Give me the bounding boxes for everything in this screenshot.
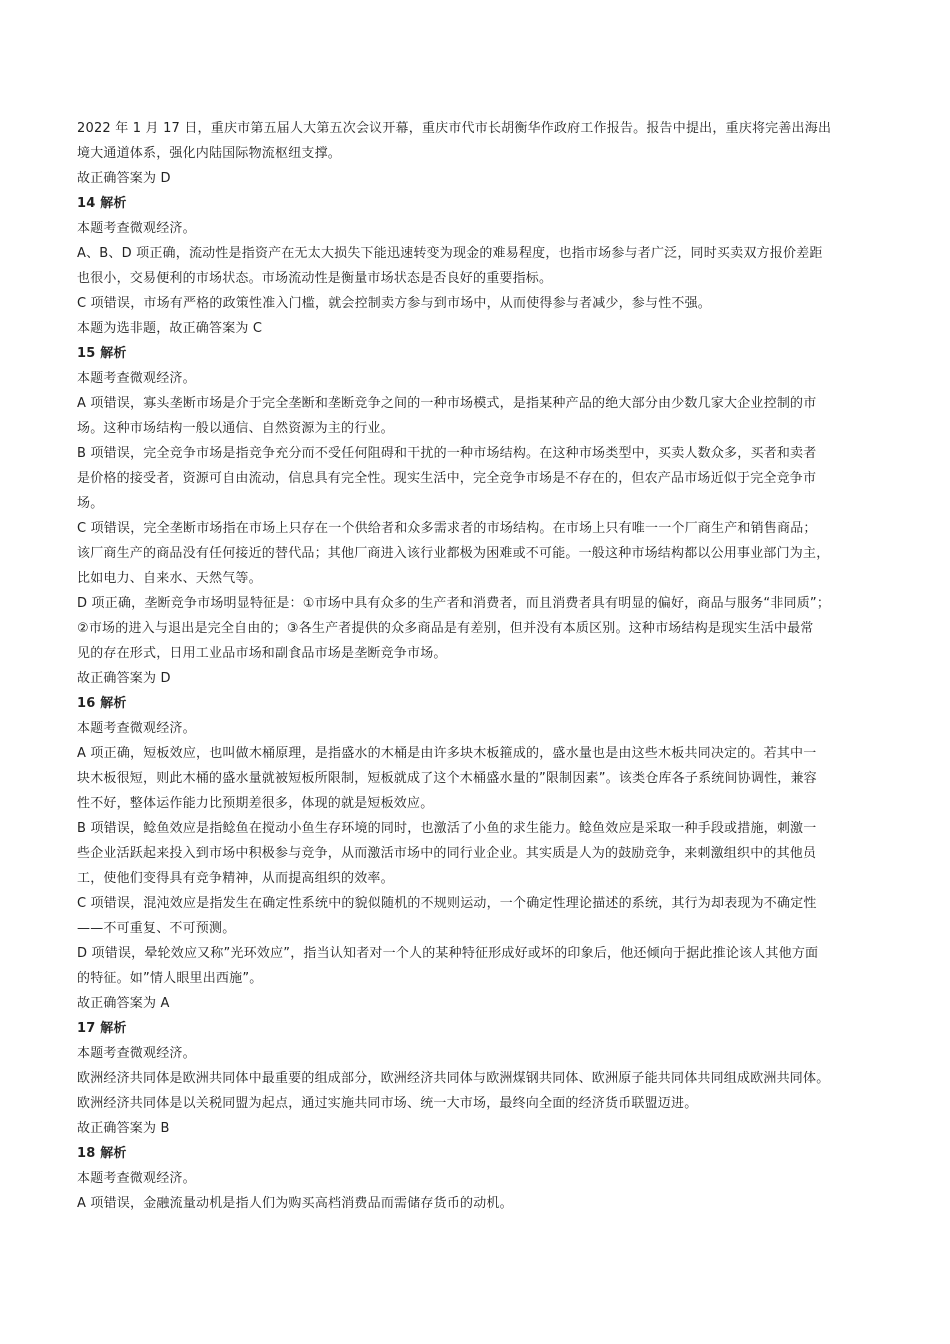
text-line: C 项错误，完全垄断市场指在市场上只存在一个供给者和众多需求者的市场结构。在市场上只有唯一一个厂商生产和销售商品； bbox=[77, 521, 817, 536]
text-line: ——不可重复、不可预测。 bbox=[77, 921, 236, 936]
section-heading-14: 14 解析 bbox=[77, 196, 127, 211]
text-line: 本题考查微观经济。 bbox=[77, 1171, 196, 1186]
section-heading-17: 17 解析 bbox=[77, 1021, 127, 1036]
text-line: B 项错误，完全竞争市场是指竞争充分而不受任何阻碍和干扰的一种市场结构。在这种市场类型中，买卖人数众多，买者和卖者 bbox=[77, 446, 817, 461]
text-line: 境大通道体系，强化内陆国际物流枢纽支撑。 bbox=[77, 146, 342, 161]
text-line: A 项错误，寡头垄断市场是介于完全垄断和垄断竞争之间的一种市场模式，是指某种产品的绝大部分由少数几家大企业控制的市 bbox=[77, 396, 817, 411]
text-line: 性不好，整体运作能力比预期差很多，体现的就是短板效应。 bbox=[77, 796, 434, 811]
text-line: A 项正确，短板效应，也叫做木桶原理，是指盛水的木桶是由许多块木板箍成的，盛水量也是由这些木板共同决定的。若其中一 bbox=[77, 746, 817, 761]
text-line: 本题考查微观经济。 bbox=[77, 221, 196, 236]
text-line: 些企业活跃起来投入到市场中积极参与竞争，从而激活市场中的同行业企业。其实质是人为的鼓励竞争，来刺激组织中的其他员 bbox=[77, 846, 817, 861]
text-line: 场。 bbox=[77, 496, 104, 511]
section-heading-15: 15 解析 bbox=[77, 346, 127, 361]
text-line: D 项错误，晕轮效应又称”光环效应”，指当认知者对一个人的某种特征形成好或坏的印象后，他还倾向于据此推论该人其他方面 bbox=[77, 946, 819, 961]
text-line: ②市场的进入与退出是完全自由的；③各生产者提供的众多商品是有差别，但并没有本质区别。这种市场结构是现实生活中最常 bbox=[77, 621, 814, 636]
text-line: 欧洲经济共同体是欧洲共同体中最重要的组成部分，欧洲经济共同体与欧洲煤钢共同体、欧洲原子能共同体共同组成欧洲共同体。 bbox=[77, 1071, 830, 1086]
text-line: C 项错误，市场有严格的政策性准入门槛，就会控制卖方参与到市场中，从而使得参与者减少，参与性不强。 bbox=[77, 296, 712, 311]
text-line: 该厂商生产的商品没有任何接近的替代品；其他厂商进入该行业都极为困难或不可能。一般这种市场结构都以公用事业部门为主， bbox=[77, 546, 830, 561]
text-line: D 项正确，垄断竞争市场明显特征是：①市场中具有众多的生产者和消费者，而且消费者具有明显的偏好，商品与服务“非同质”； bbox=[77, 596, 831, 611]
text-line: 比如电力、自来水、天然气等。 bbox=[77, 571, 262, 586]
text-line: 块木板很短，则此木桶的盛水量就被短板所限制，短板就成了这个木桶盛水量的”限制因素”。该类仓库各子系统间协调性，兼容 bbox=[77, 771, 817, 786]
text-line: 也很小，交易便利的市场状态。市场流动性是衡量市场状态是否良好的重要指标。 bbox=[77, 271, 553, 286]
text-line: 场。这种市场结构一般以通信、自然资源为主的行业。 bbox=[77, 421, 394, 436]
answer-line: 故正确答案为 D bbox=[77, 171, 171, 186]
text-line: C 项错误，混沌效应是指发生在确定性系统中的貌似随机的不规则运动，一个确定性理论描述的系统，其行为却表现为不确定性 bbox=[77, 896, 817, 911]
text-line: 的特征。如”情人眼里出西施”。 bbox=[77, 971, 263, 986]
text-line: 本题考查微观经济。 bbox=[77, 721, 196, 736]
text-line: B 项错误，鲶鱼效应是指鲶鱼在搅动小鱼生存环境的同时，也激活了小鱼的求生能力。鲶鱼效应是采取一种手段或措施，刺激一 bbox=[77, 821, 817, 836]
text-line: 欧洲经济共同体是以关税同盟为起点，通过实施共同市场、统一大市场，最终向全面的经济货币联盟迈进。 bbox=[77, 1096, 698, 1111]
text-line: 见的存在形式，日用工业品市场和副食品市场是垄断竞争市场。 bbox=[77, 646, 447, 661]
text-line: 本题考查微观经济。 bbox=[77, 1046, 196, 1061]
text-line: 是价格的接受者，资源可自由流动，信息具有完全性。现实生活中，完全竞争市场是不存在的，但农产品市场近似于完全竞争市 bbox=[77, 471, 817, 486]
document-page bbox=[77, 116, 883, 1216]
section-heading-16: 16 解析 bbox=[77, 696, 127, 711]
answer-line: 故正确答案为 A bbox=[77, 996, 170, 1011]
answer-line: 故正确答案为 B bbox=[77, 1121, 170, 1136]
text-line: 2022 年 1 月 17 日，重庆市第五届人大第五次会议开幕，重庆市代市长胡衡华作政府工作报告。报告中提出，重庆将完善出海出 bbox=[77, 121, 832, 136]
section-heading-18: 18 解析 bbox=[77, 1146, 127, 1161]
text-line: A、B、D 项正确，流动性是指资产在无太大损失下能迅速转变为现金的难易程度，也指市场参与者广泛，同时买卖双方报价差距 bbox=[77, 246, 823, 261]
answer-line: 本题为选非题，故正确答案为 C bbox=[77, 321, 263, 336]
answer-line: 故正确答案为 D bbox=[77, 671, 171, 686]
text-line: 工，使他们变得具有竞争精神，从而提高组织的效率。 bbox=[77, 871, 394, 886]
text-line: A 项错误，金融流量动机是指人们为购买高档消费品而需储存货币的动机。 bbox=[77, 1196, 513, 1211]
text-line: 本题考查微观经济。 bbox=[77, 371, 196, 386]
